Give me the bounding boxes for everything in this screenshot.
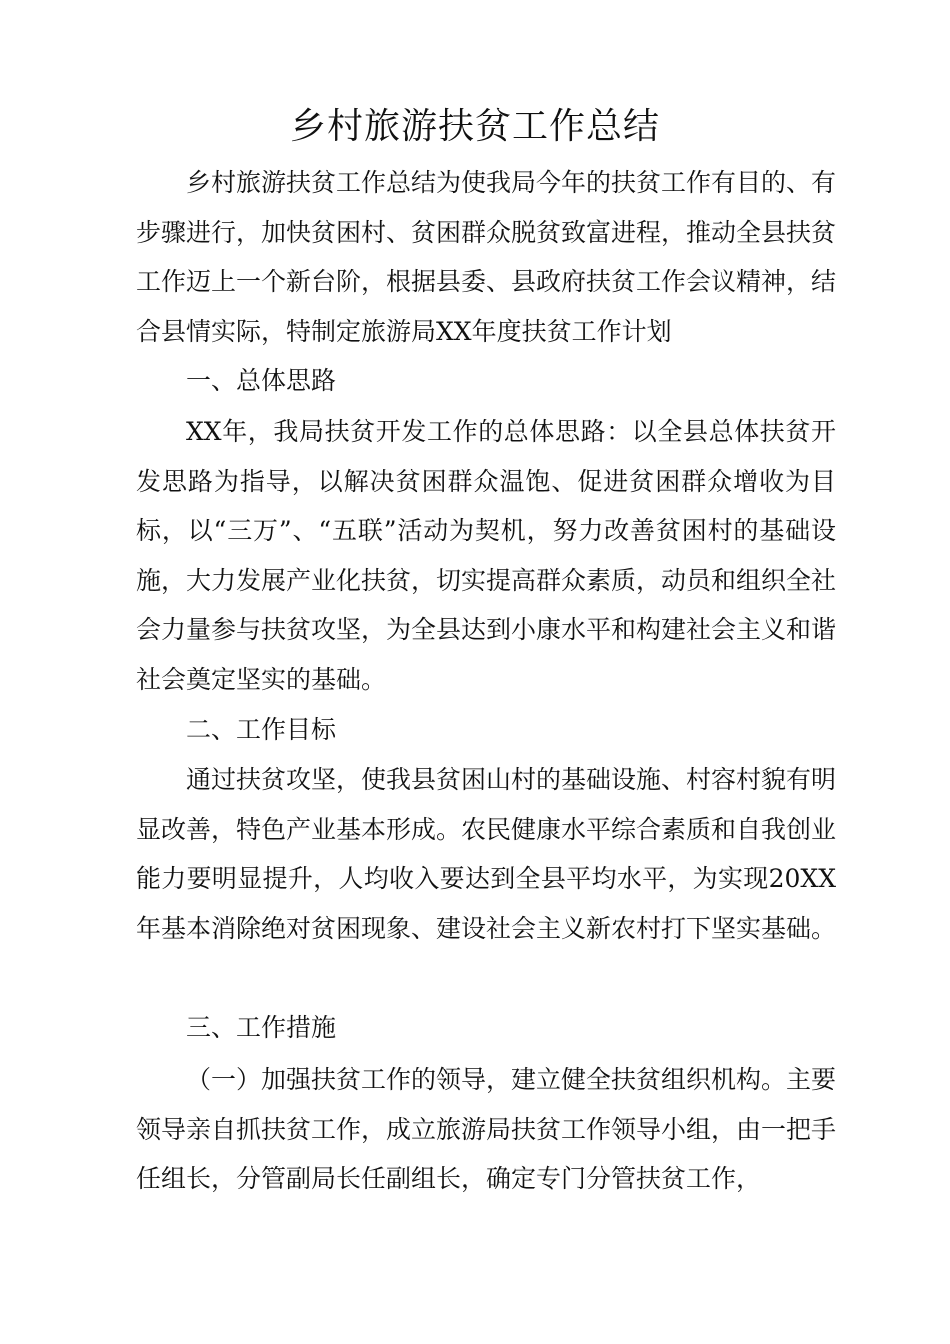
section-heading-work-goals: 二、工作目标 — [186, 715, 337, 744]
document-title: 乡村旅游扶贫工作总结 — [289, 106, 660, 147]
section-heading-work-measures: 三、工作措施 — [186, 1013, 337, 1042]
section-heading-overall-approach: 一、总体思路 — [186, 366, 337, 395]
section-body-work-goals: 通过扶贫攻坚，使我县贫困山村的基础设施、村容村貌有明显改善，特色产业基本形成。农民健康水平综合素质和自我创业能力要明显提升，人均收入要达到全县平均水平，为实现20XX年基本消除绝对贫困现象、建设社会主义新农村打下坚实基础。 — [136, 765, 837, 943]
intro-paragraph: 乡村旅游扶贫工作总结为使我局今年的扶贫工作有目的、有步骤进行，加快贫困村、贫困群众脱贫致富进程，推动全县扶贫工作迈上一个新台阶，根据县委、县政府扶贫工作会议精神，结合县情实际，特制定旅游局XX年度扶贫工作计划 — [136, 168, 837, 346]
section-body-overall-approach: XX年，我局扶贫开发工作的总体思路：以全县总体扶贫开发思路为指导，以解决贫困群众温饱、促进贫困群众增收为目标，以“三万”、“五联”活动为契机，努力改善贫困村的基础设施，大力发展产业化扶贫，切实提高群众素质，动员和组织全社会力量参与扶贫攻坚，为全县达到小康水平和构建社会主义和谐社会奠定坚实的基础。 — [136, 417, 837, 694]
section-body-work-measures: （一）加强扶贫工作的领导，建立健全扶贫组织机构。主要领导亲自抓扶贫工作，成立旅游局扶贫工作领导小组，由一把手任组长，分管副局长任副组长，确定专门分管扶贫工作， — [136, 1065, 837, 1193]
